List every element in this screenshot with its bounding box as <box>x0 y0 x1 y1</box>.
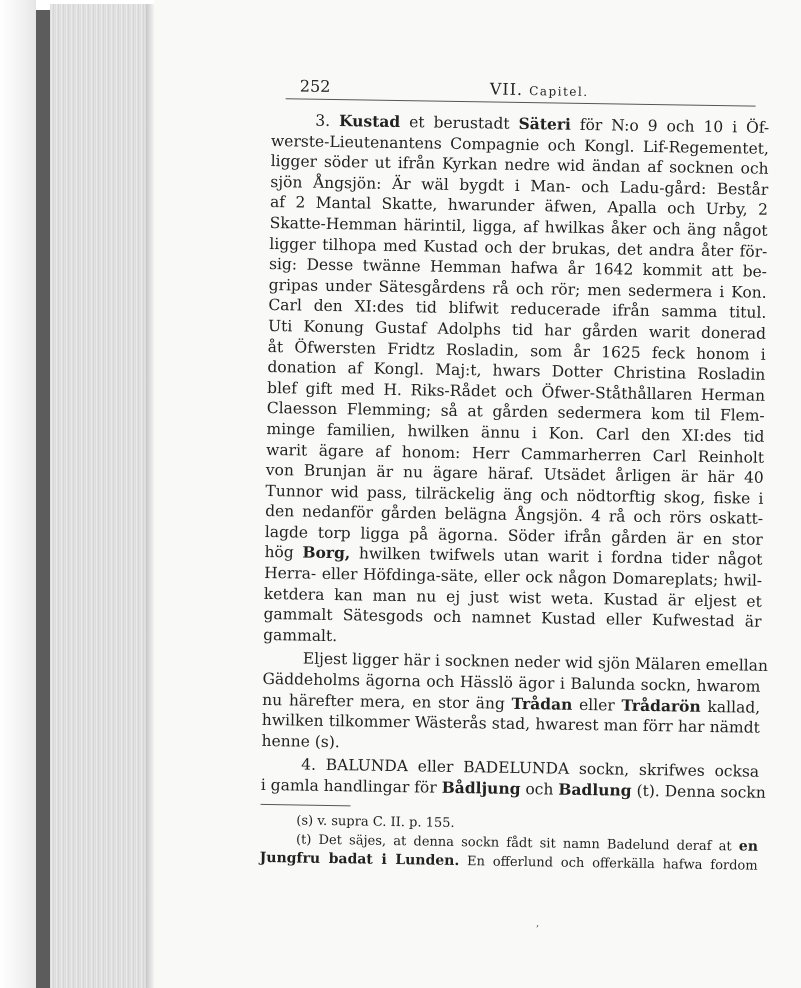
text-line: sjön Ångsjön: Är wäl bygdt i Man- och Ladu-gård: Består <box>270 172 769 199</box>
bold-term: Bådljung <box>441 777 521 798</box>
text-line: warit ägare af honom: Herr Cammarherren Carl Reinholt <box>265 440 765 467</box>
page-content <box>260 76 770 875</box>
text-line: gammalt. <box>263 625 338 645</box>
text-line: Carl den XI:des tid blifwit reducerade ifrån samma titul. <box>268 296 767 323</box>
place-name: Kustad <box>338 111 401 132</box>
text-line: donation af Kongl. Maj:t, hwars Dotter Christina Rosladin <box>267 358 766 384</box>
footnote-t-continued: Jungfru badat i Lunden. En offerlund och offerkälla hafwa fordom <box>259 849 758 874</box>
text-line: ketdera kan man nu ej just wist weta. Kustad är eljest et <box>263 584 762 611</box>
running-header <box>272 76 770 106</box>
header-rule <box>286 98 756 106</box>
footnotes <box>260 811 759 876</box>
chapter-title: VII. Capitel. <box>489 79 589 100</box>
bold-term: Säteri <box>518 113 572 134</box>
text-line: sig: Desse twänne Hemman hafwa år 1642 kommit att be- <box>268 255 768 281</box>
text-line: blef gift med H. Riks-Rådet och Öfwer-Ståthållaren Herman <box>266 378 766 405</box>
bold-term: Jungfru badat i Lunden. <box>259 849 460 869</box>
text-line: ligger tilhopa med Kustad och der brukas, det andra åter för- <box>269 234 768 261</box>
footnote-s: (s) v. supra C. II. p. 155. <box>296 813 455 831</box>
page-number: 252 <box>299 76 331 96</box>
text-line: åt Öfwersten Fridtz Rosladin, som år 1625 feck honom i <box>267 337 766 364</box>
text-line: gammalt Sätesgods och namnet Kustad eller Kufwestad är <box>263 605 762 632</box>
footnote-rule <box>261 804 351 806</box>
bold-term: Badlung <box>558 779 632 800</box>
text-line: Gäddeholms ägorna och Hässlö ägor i Balunda sockn, hwarom <box>262 669 761 696</box>
bold-term: Trådarön <box>621 695 701 716</box>
page-stack <box>50 4 154 988</box>
text-line: werste-Lieutenantens Compagnie och Kongl. Lif-Regementet, <box>270 131 770 158</box>
text-line: Claesson Flemming; så at gården sedermera kom til Flem- <box>266 399 765 426</box>
text-line: von Brunjan är nu ägare häraf. Utsädet årligen är här 40 <box>265 461 764 487</box>
text-line: Skatte-Hemman härintil, ligga, af hwilkas åker och äng något <box>269 213 768 240</box>
text-line: hög Borg, hwilken twifwels utan warit i fordna tider något <box>264 543 763 570</box>
bold-term: en <box>738 838 759 855</box>
text-line: minge familien, hwilken ännu i Kon. Carl den XI:des tid <box>266 419 765 446</box>
book-cover <box>36 10 50 988</box>
text-line: i gamla handlingar för Bådljung och Badlung (t). Denna sockn <box>260 775 766 802</box>
book-page <box>154 0 801 988</box>
bold-term: Borg, <box>302 543 351 563</box>
text-line: af 2 Mantal Skatte, hwarunder äfwen, Apalla och Urby, 2 <box>269 193 769 220</box>
text-line: den nedanför gården belägna Ångsjön. 4 rå och rörs oskatt- <box>265 502 764 529</box>
text-line: Herra- eller Höfdinga-säte, eller ock någon Domareplats; hwil- <box>264 564 763 590</box>
text-line: nu härefter mera, en stor äng Trådan eller Trådarön kallad, <box>262 690 761 717</box>
footnote-t: (t) Det säjes, at denna sockn fådt sit namn Badelund deraf at en <box>295 832 759 855</box>
text-line: Tunnor wid pass, tilräckelig äng och nödtorftig skog, fiske i <box>265 481 764 508</box>
text-line: gripas under Sätesgårdens rå och rör; men sedermera i Kon. <box>268 275 767 302</box>
text-line: 3. Kustad et berustadt Säteri för N:o 9 och 10 i Öf- <box>315 111 770 137</box>
text-line: hwilken tilkommer Wästerås stad, hwarest man förr har nämdt <box>261 711 760 737</box>
ink-speck: , <box>536 918 540 929</box>
text-line: 4. BALUNDA eller BADELUNDA sockn, skrifwes ocksa <box>301 755 760 782</box>
text-line: Eljest ligger här i socknen neder wid sjön Mälaren emellan <box>302 649 769 676</box>
text-line: Uti Konung Gustaf Adolphs tid har gården warit donerad <box>267 316 767 343</box>
bold-term: Trådan <box>511 693 573 714</box>
book-edge <box>0 0 36 988</box>
text-line: ligger söder ut ifrån Kyrkan nedre wid ändan af socknen och <box>270 152 769 178</box>
text-line: lagde torp ligga på ägorna. Söder ifrån gården är en stor <box>264 522 763 549</box>
body-text <box>261 110 770 803</box>
text-line: henne (s). <box>261 731 340 751</box>
